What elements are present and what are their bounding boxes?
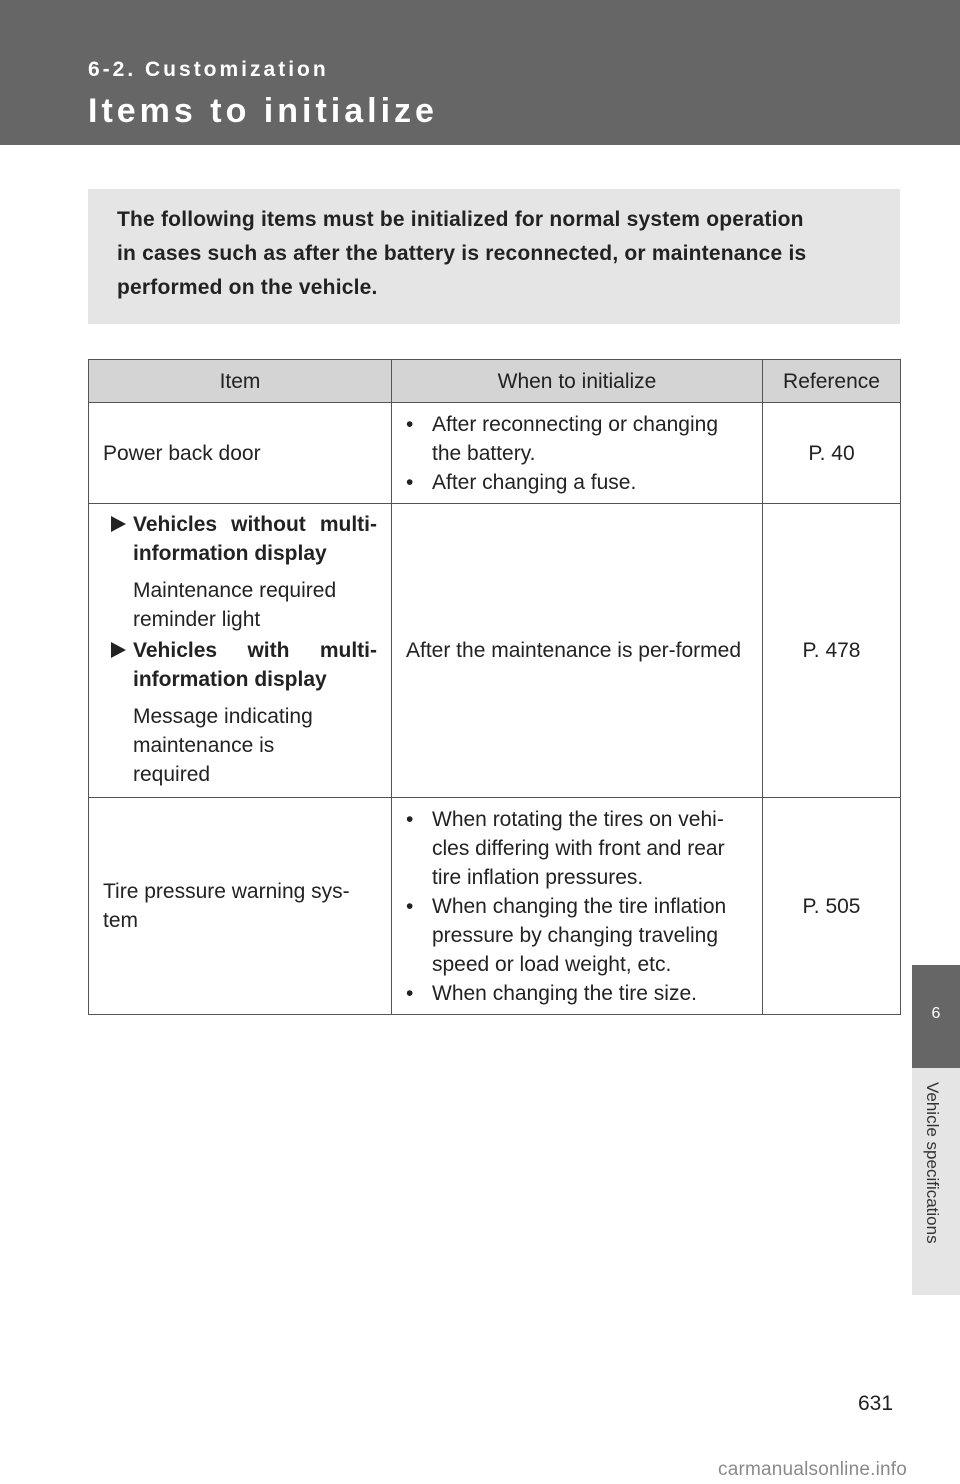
bullet-text: When rotating the tires on vehi-cles differing with front and rear tire inflation pressures. xyxy=(432,807,725,889)
cell-when: After the maintenance is per-formed xyxy=(392,504,763,798)
footer-watermark: carmanualsonline.info xyxy=(718,1459,908,1480)
cell-when xyxy=(392,403,763,504)
cell-item: Power back door xyxy=(89,403,392,504)
intro-text xyxy=(117,203,872,305)
list-item xyxy=(406,892,748,979)
triangle-right-icon xyxy=(111,642,126,658)
list-item xyxy=(406,410,748,468)
table-row xyxy=(89,504,901,798)
variant-description: Message indicating maintenance is required xyxy=(133,705,313,786)
table-row xyxy=(89,403,901,504)
bullet-list xyxy=(406,410,748,497)
bullet-icon: • xyxy=(406,412,414,436)
initialize-table xyxy=(88,359,901,1015)
triangle-right-icon xyxy=(111,516,126,532)
chapter-tab-label: Vehicle specifications xyxy=(923,1082,942,1244)
column-header-when: When to initialize xyxy=(392,360,763,403)
page-number: 631 xyxy=(858,1392,894,1415)
bullet-icon: • xyxy=(406,470,414,494)
column-header-reference: Reference xyxy=(763,360,901,403)
bullet-text: When changing the tire inflation pressure by changing traveling speed or load weight, etc. xyxy=(432,894,727,976)
list-item xyxy=(406,805,748,892)
table-row xyxy=(89,798,901,1015)
bullet-text: After changing a fuse. xyxy=(432,470,637,494)
column-header-item: Item xyxy=(89,360,392,403)
list-item xyxy=(406,979,748,1008)
section-label: 6-2. Customization xyxy=(88,58,329,81)
bullet-text: When changing the tire size. xyxy=(432,981,697,1005)
page-title: Items to initialize xyxy=(88,92,438,130)
bullet-icon: • xyxy=(406,894,414,918)
variant-title: Vehicles with multi-information display xyxy=(133,639,377,691)
variant-heading xyxy=(111,510,377,568)
cell-item: Tire pressure warning sys-tem xyxy=(89,798,392,1015)
cell-item xyxy=(89,504,392,798)
variant-description: Maintenance required reminder light xyxy=(133,579,337,631)
cell-reference: P. 478 xyxy=(763,504,901,798)
cell-reference: P. 505 xyxy=(763,798,901,1015)
variant-title: Vehicles without multi-information display xyxy=(133,513,377,565)
bullet-text: After reconnecting or changing the battery. xyxy=(432,412,719,465)
variant-heading xyxy=(111,636,377,694)
table-header-row xyxy=(89,360,901,403)
bullet-icon: • xyxy=(406,807,414,831)
list-item xyxy=(406,468,748,497)
cell-when xyxy=(392,798,763,1015)
bullet-list xyxy=(406,805,748,1008)
intro-line-1: The following items must be initialized for normal system operation xyxy=(117,208,804,231)
intro-line-3: performed on the vehicle. xyxy=(117,276,378,299)
bullet-icon: • xyxy=(406,981,414,1005)
intro-box xyxy=(88,189,900,324)
chapter-tab-number: 6 xyxy=(912,965,960,1068)
cell-reference: P. 40 xyxy=(763,403,901,504)
intro-line-2: in cases such as after the battery is reconnected, or maintenance is xyxy=(117,242,807,265)
